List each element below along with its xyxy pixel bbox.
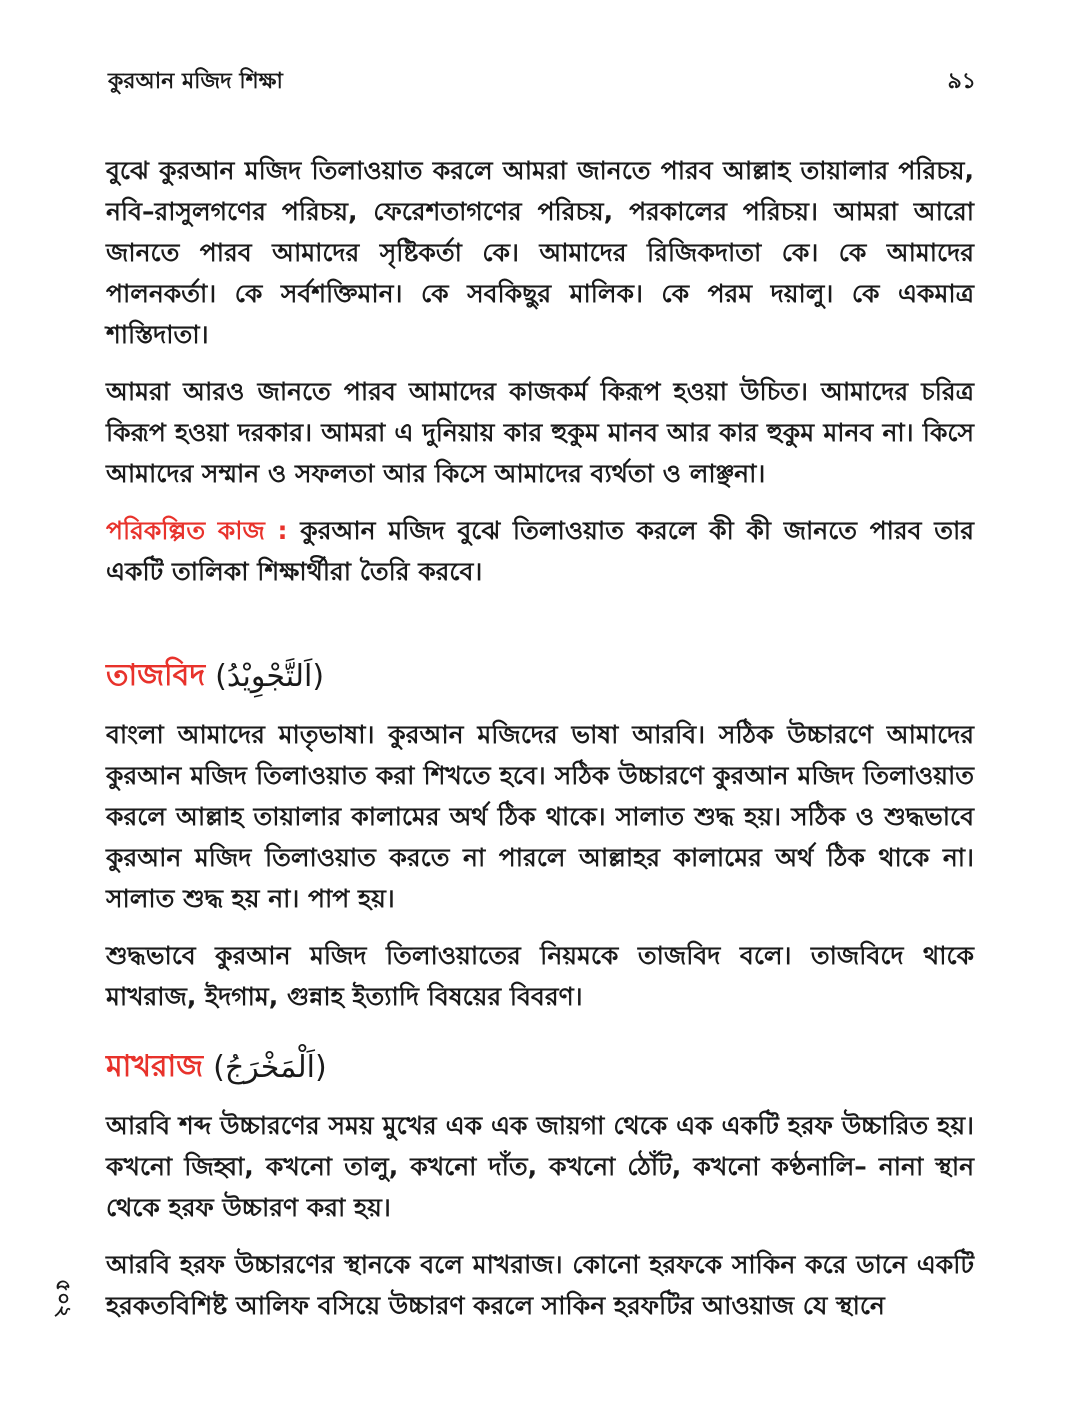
makhraj-heading (106, 1039, 974, 1095)
paragraph-7: আরবি হরফ উচ্চারণের স্থানকে বলে মাখরাজ। কোনো হরফকে সাকিন করে ডানে একটি হরকতবিশিষ্ট আলিফ বসিয়ে উচ্চারণ করলে সাকিন হরফটির আওয়াজ যে স্থানে (106, 1250, 974, 1320)
planned-task-label: পরিকল্পিত কাজ : (106, 516, 288, 545)
book-title: কুরআন মজিদ শিক্ষা (108, 68, 283, 94)
side-page-number: ৫০২ (52, 1279, 76, 1318)
tajweed-heading-bangla: তাজবিদ (106, 657, 206, 693)
paragraph-2: আমরা আরও জানতে পারব আমাদের কাজকর্ম কিরূপ হওয়া উচিত। আমাদের চরিত্র কিরূপ হওয়া দরকার। আমরা এ দুনিয়ায় কার হুকুম মানব আর কার হুকুম মানব না। কিসে আমাদের সম্মান ও সফলতা আর কিসে আমাদের ব্যর্থতা ও লাঞ্ছনা। (106, 377, 974, 488)
paragraph-5: শুদ্ধভাবে কুরআন মজিদ তিলাওয়াতের নিয়মকে তাজবিদ বলে। তাজবিদে থাকে মাখরাজ, ইদগাম, গুন্নাহ ইত্যাদি বিষয়ের বিবরণ। (106, 941, 974, 1011)
planned-task (106, 510, 974, 592)
paragraph-1: বুঝে কুরআন মজিদ তিলাওয়াত করলে আমরা জানতে পারব আল্লাহ তায়ালার পরিচয়, নবি–রাসুলগণের পরিচয়, ফেরেশতাগণের পরিচয়, পরকালের পরিচয়। আমরা আরো জানতে পারব আমাদের সৃষ্টিকর্তা কে। আমাদের রিজিকদাতা কে। কে আমাদের পালনকর্তা। কে সর্বশক্তিমান। কে সবকিছুর মালিক। কে পরম দয়ালু। কে একমাত্র শাস্তিদাতা। (106, 156, 974, 349)
makhraj-heading-arabic: (اَلْمَخْرَجُ) (213, 1049, 327, 1085)
page-number: ৯১ (947, 68, 976, 94)
page-content (106, 150, 974, 1342)
paragraph-6: আরবি শব্দ উচ্চারণের সময় মুখের এক এক জায়গা থেকে এক একটি হরফ উচ্চারিত হয়। কখনো জিহ্বা, কখনো তালু, কখনো দাঁত, কখনো ঠোঁট, কখনো কণ্ঠনালি– নানা স্থান থেকে হরফ উচ্চারণ করা হয়। (106, 1111, 974, 1222)
makhraj-heading-bangla: মাখরাজ (106, 1048, 204, 1084)
page-header (108, 60, 976, 104)
tajweed-heading (106, 648, 974, 704)
paragraph-4: বাংলা আমাদের মাতৃভাষা। কুরআন মজিদের ভাষা আরবি। সঠিক উচ্চারণে আমাদের কুরআন মজিদ তিলাওয়াত করা শিখতে হবে। সঠিক উচ্চারণে কুরআন মজিদ তিলাওয়াত করলে আল্লাহ তায়ালার কালামের অর্থ ঠিক থাকে। সালাত শুদ্ধ হয়। সঠিক ও শুদ্ধভাবে কুরআন মজিদ তিলাওয়াত করতে না পারলে আল্লাহর কালামের অর্থ ঠিক থাকে না। সালাত শুদ্ধ হয় না। পাপ হয়। (106, 720, 974, 913)
tajweed-heading-arabic: (اَلتَّجْوِيْدُ) (215, 658, 325, 694)
planned-task-text: কুরআন মজিদ বুঝে তিলাওয়াত করলে কী কী জানতে পারব তার একটি তালিকা শিক্ষার্থীরা তৈরি করবে। (106, 516, 974, 586)
